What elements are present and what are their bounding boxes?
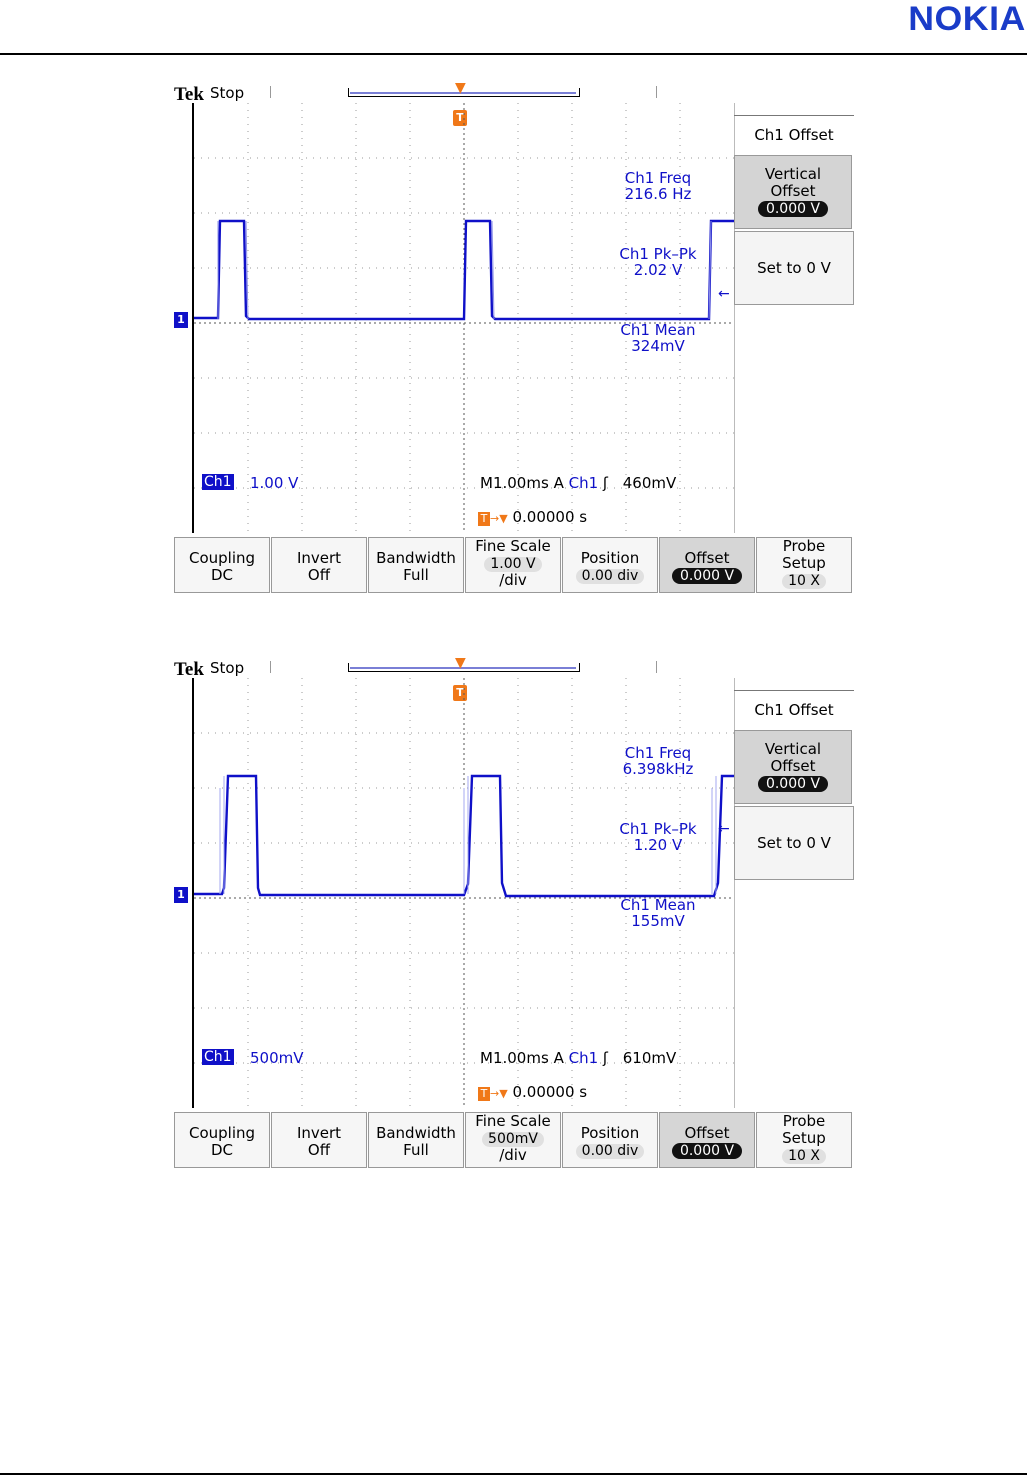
offset-label: Offset bbox=[684, 549, 730, 567]
measurement-value: 155mV bbox=[631, 912, 685, 930]
trigger-position-value: 0.00000 s bbox=[512, 508, 588, 526]
set-to-zero-button[interactable]: Set to 0 V bbox=[734, 806, 854, 880]
timebase-value: M1.00ms bbox=[480, 474, 549, 492]
coupling-button[interactable] bbox=[174, 537, 270, 593]
offset-label: Offset bbox=[684, 1124, 730, 1142]
timebase-readout bbox=[480, 474, 676, 492]
oscilloscope-screen-2 bbox=[170, 655, 860, 1175]
trigger-position-arrow-icon: ▼ bbox=[455, 655, 466, 671]
measurement-value: 6.398kHz bbox=[622, 760, 694, 778]
fine-scale-button[interactable] bbox=[465, 537, 561, 593]
offset-value: 0.000 V bbox=[672, 1143, 742, 1159]
coupling-label: Coupling bbox=[188, 549, 256, 567]
bandwidth-value: Full bbox=[403, 1141, 429, 1159]
nokia-logo: NOKIA bbox=[908, 0, 1026, 38]
invert-label: Invert bbox=[296, 1124, 342, 1142]
status-separator bbox=[270, 661, 271, 673]
vertical-offset-button[interactable] bbox=[734, 730, 852, 804]
measurement-name: Ch1 Pk–Pk bbox=[619, 245, 697, 263]
vertical-offset-value: 0.000 V bbox=[758, 201, 828, 217]
position-button[interactable] bbox=[562, 537, 658, 593]
position-value: 0.00 div bbox=[576, 1144, 645, 1159]
coupling-button[interactable] bbox=[174, 1112, 270, 1168]
coupling-value: DC bbox=[210, 1141, 234, 1159]
measurement-name: Ch1 Freq bbox=[624, 169, 692, 187]
status-separator bbox=[270, 86, 271, 98]
measurement-pk-pk bbox=[598, 246, 718, 278]
trigger-position-marker: T bbox=[453, 685, 467, 701]
invert-value: Off bbox=[307, 566, 331, 584]
measurement-frequency bbox=[598, 745, 718, 777]
measurement-name: Ch1 Mean bbox=[620, 321, 696, 339]
fine-scale-button[interactable] bbox=[465, 1112, 561, 1168]
channel-badge: Ch1 bbox=[204, 1049, 232, 1065]
trigger-level: 460mV bbox=[622, 474, 677, 492]
waveform-graticule bbox=[192, 103, 735, 533]
invert-button[interactable] bbox=[271, 537, 367, 593]
channel-badge: Ch1 bbox=[204, 474, 232, 490]
bandwidth-value: Full bbox=[403, 566, 429, 584]
coupling-label: Coupling bbox=[188, 1124, 256, 1142]
bottom-menu bbox=[174, 1112, 854, 1170]
tek-logo: Tek bbox=[174, 84, 204, 105]
coupling-value: DC bbox=[210, 566, 234, 584]
waveform-display bbox=[194, 678, 734, 1108]
acquisition-status: Stop bbox=[210, 84, 245, 102]
trigger-mode: A bbox=[553, 1049, 564, 1067]
arrow-down-icon: →▼ bbox=[490, 512, 508, 525]
fine-scale-unit: /div bbox=[499, 571, 527, 589]
trigger-position-marker: T bbox=[453, 110, 467, 126]
measurement-value: 216.6 Hz bbox=[624, 185, 692, 203]
channel-scale: 500mV bbox=[250, 1049, 304, 1067]
offset-button[interactable] bbox=[659, 1112, 755, 1168]
probe-setup-button[interactable] bbox=[756, 537, 852, 593]
timebase-value: M1.00ms bbox=[480, 1049, 549, 1067]
side-menu-title: Ch1 Offset bbox=[734, 690, 854, 729]
measurement-name: Ch1 Mean bbox=[620, 896, 696, 914]
trigger-marker-icon: T bbox=[478, 512, 490, 526]
waveform-display bbox=[194, 103, 734, 533]
channel-1-ground-marker: 1 bbox=[174, 312, 188, 328]
arrow-down-icon: →▼ bbox=[490, 1087, 508, 1100]
trigger-mode: A bbox=[553, 474, 564, 492]
side-menu-title: Ch1 Offset bbox=[734, 115, 854, 154]
position-button[interactable] bbox=[562, 1112, 658, 1168]
offset-arrow-icon: ← bbox=[718, 286, 730, 302]
invert-label: Invert bbox=[296, 549, 342, 567]
measurement-mean bbox=[598, 897, 718, 929]
probe-setup-value: 10 X bbox=[782, 574, 826, 589]
measurement-name: Ch1 Pk–Pk bbox=[619, 820, 697, 838]
vertical-offset-button[interactable] bbox=[734, 155, 852, 229]
offset-value: 0.000 V bbox=[672, 568, 742, 584]
trigger-position-value: 0.00000 s bbox=[512, 1083, 588, 1101]
fine-scale-label: Fine Scale bbox=[475, 537, 551, 555]
channel-1-ground-marker: 1 bbox=[174, 887, 188, 903]
trigger-position-arrow-icon: ▼ bbox=[455, 80, 466, 96]
status-separator bbox=[656, 86, 657, 98]
bandwidth-label: Bandwidth bbox=[376, 549, 456, 567]
waveform-graticule bbox=[192, 678, 735, 1108]
offset-arrow-icon: ← bbox=[718, 821, 730, 837]
channel-scale: 1.00 V bbox=[250, 474, 299, 492]
fine-scale-value: 500mV bbox=[482, 1132, 544, 1147]
bandwidth-button[interactable] bbox=[368, 1112, 464, 1168]
fine-scale-value: 1.00 V bbox=[484, 557, 541, 572]
vertical-offset-label: Vertical Offset bbox=[764, 740, 822, 775]
position-label: Position bbox=[580, 549, 640, 567]
vertical-offset-label: Vertical Offset bbox=[764, 165, 822, 200]
rising-edge-icon: ʃ bbox=[602, 1049, 608, 1067]
acquisition-status: Stop bbox=[210, 659, 245, 677]
tek-logo: Tek bbox=[174, 659, 204, 680]
measurement-pk-pk bbox=[598, 821, 718, 853]
position-label: Position bbox=[580, 1124, 640, 1142]
trigger-source: Ch1 bbox=[568, 1049, 599, 1067]
trigger-position-readout bbox=[478, 1083, 587, 1101]
probe-setup-button[interactable] bbox=[756, 1112, 852, 1168]
fine-scale-label: Fine Scale bbox=[475, 1112, 551, 1130]
vertical-offset-value: 0.000 V bbox=[758, 776, 828, 792]
trigger-position-readout bbox=[478, 508, 587, 526]
bandwidth-label: Bandwidth bbox=[376, 1124, 456, 1142]
status-separator bbox=[656, 661, 657, 673]
trigger-source: Ch1 bbox=[568, 474, 599, 492]
invert-value: Off bbox=[307, 1141, 331, 1159]
trigger-marker-icon: T bbox=[478, 1087, 490, 1101]
bottom-menu bbox=[174, 537, 854, 595]
probe-setup-label: Probe Setup bbox=[782, 537, 826, 572]
measurement-value: 2.02 V bbox=[633, 261, 683, 279]
footer-rule bbox=[0, 1473, 1027, 1475]
fine-scale-unit: /div bbox=[499, 1146, 527, 1164]
measurement-mean bbox=[598, 322, 718, 354]
header-rule bbox=[0, 53, 1027, 55]
rising-edge-icon: ʃ bbox=[602, 474, 608, 492]
measurement-frequency bbox=[598, 170, 718, 202]
probe-setup-label: Probe Setup bbox=[782, 1112, 826, 1147]
timebase-readout bbox=[480, 1049, 676, 1067]
invert-button[interactable] bbox=[271, 1112, 367, 1168]
trigger-level: 610mV bbox=[622, 1049, 677, 1067]
measurement-value: 324mV bbox=[631, 337, 685, 355]
measurement-name: Ch1 Freq bbox=[624, 744, 692, 762]
measurement-value: 1.20 V bbox=[633, 836, 683, 854]
offset-button[interactable] bbox=[659, 537, 755, 593]
bandwidth-button[interactable] bbox=[368, 537, 464, 593]
probe-setup-value: 10 X bbox=[782, 1149, 826, 1164]
oscilloscope-screen-1 bbox=[170, 80, 860, 600]
set-to-zero-button[interactable]: Set to 0 V bbox=[734, 231, 854, 305]
position-value: 0.00 div bbox=[576, 569, 645, 584]
